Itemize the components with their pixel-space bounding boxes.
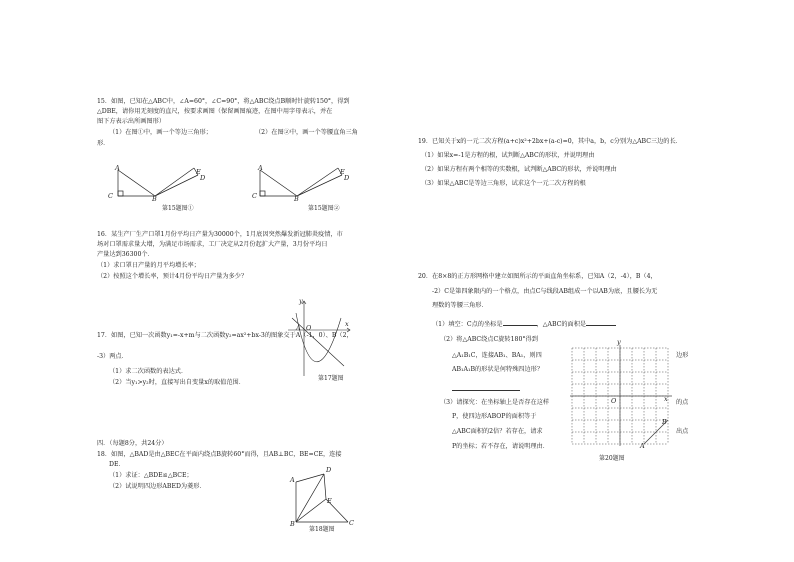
q19-part2: （2）如果方程有两个相等的实数根，试判断△ABC的形状，并说明理由	[421, 166, 617, 173]
fig1-right-angle-mark	[118, 191, 123, 196]
q20-label-y: y	[617, 338, 621, 346]
fig1-segment-ab	[118, 170, 155, 196]
q20-label-x: x	[664, 395, 668, 403]
q20-part1	[432, 319, 616, 329]
q20-coordinate-grid	[568, 344, 672, 450]
q18-line2: DE．	[109, 461, 125, 468]
fig2-label-b: B	[294, 195, 299, 203]
q18-label-e: E	[327, 497, 332, 505]
q18-segment-bd	[296, 474, 324, 522]
fig2-segment-bd	[297, 175, 342, 196]
q20-part3-b: 的点	[676, 399, 689, 406]
fig2-label-c: C	[252, 192, 257, 200]
q20-part3-f: P的坐标；若不存在，请说明理由．	[452, 443, 549, 450]
q20-part3-d: △ABC面积的2倍？若存在，请求	[452, 428, 543, 435]
q15-figure-2	[252, 162, 362, 202]
q17-line2: -3）两点．	[97, 353, 128, 360]
q20-line1: 20．在8×8的正方形网格中建立如图所示的平面直角坐标系，已知A（2，-4），B（4，	[418, 273, 657, 280]
q20-part1-text-b: ，△ABC的面积是	[536, 321, 587, 328]
fig1-segment-be	[155, 168, 194, 196]
fig2-right-angle-mark	[260, 191, 265, 196]
q18-line1: 18．如图，△BAD是由△BEC在平面内绕点B旋转60°而得，且AB⊥BC，BE=CE，连接	[97, 451, 342, 458]
q19-part1: （1）如果x=-1是方程的根，试判断△ABC的形状，并说明理由	[421, 152, 595, 159]
q18-label-c: C	[349, 519, 354, 527]
q20-answer-c-blank[interactable]	[503, 319, 537, 326]
q17-part2: （2）当y₁>y₂时，直接写出自变量x的取值范围．	[109, 379, 245, 386]
fig2-label-e: E	[340, 168, 345, 176]
q16-part2: （2）按照这个增长率，预计4月份平均日产量为多少？	[97, 273, 248, 280]
q16-line3: 产量达到36300个．	[97, 251, 154, 258]
q16-part1: （1）求口罩日产量的月平均增长率；	[97, 262, 200, 269]
q15-line1: 15．如图，已知在△ABC中，∠A=60°，∠C=90°，将△ABC绕点B顺时针旋转150°，得到	[97, 98, 350, 105]
q15-part1: （1）在图①中，画一个等边三角形；	[109, 129, 212, 136]
q17-figure	[286, 298, 356, 378]
q17-label-o: O	[306, 324, 312, 332]
q20-line3: 理数的等腰三角形．	[432, 302, 488, 309]
fig1-label-e: E	[196, 168, 201, 176]
q20-label-a: A	[640, 442, 645, 450]
q20-caption: 第20题图	[599, 455, 625, 462]
fig2-label-a: A	[258, 164, 263, 172]
q17-part1: （1）求二次函数的表达式．	[109, 368, 188, 375]
fig1-label-c: C	[108, 192, 113, 200]
q20-label-b: B	[662, 418, 667, 426]
q17-label-y: y	[299, 297, 303, 305]
q18-caption: 第18题图	[309, 526, 335, 533]
q20-answer-area-blank[interactable]	[586, 319, 616, 326]
q20-line2: -2）C是第四象限内的一个格点，由点C与线段AB组成一个以AB为底，且腰长为无	[432, 288, 658, 295]
q20-part2-c: 边形	[676, 352, 689, 359]
q20-part2-d: AB₁A₁B的形状是何特殊四边形？	[452, 366, 544, 373]
fig1-label-d: D	[200, 174, 206, 182]
q18-label-b: B	[290, 520, 295, 528]
q17-line1: 17．如图，已知一次函数y₁=-x+m与二次函数y₂=ax²+bx-3的图象交于A（-1，0）、B（2，	[97, 332, 353, 339]
q15-figure1-caption: 第15题图①	[162, 205, 194, 212]
q15-line2: △DBE，请你用无刻度的直尺，按要求画图（保留画图痕迹，在图中用字母表示，并在	[97, 108, 333, 115]
q20-part2-a: （2）将△ABC绕点C旋转180°得到	[440, 336, 538, 343]
q17-label-x: x	[345, 320, 349, 328]
q18-label-d: D	[326, 466, 332, 474]
q18-label-a: A	[290, 476, 295, 484]
fig1-label-b: B	[152, 195, 157, 203]
q15-figure-1	[108, 162, 218, 202]
q19-part3: （3）如果△ABC是等边三角形，试求这个一元二次方程的根	[421, 180, 586, 187]
q20-part1-text-a: （1）填空：C点的坐标是	[432, 321, 503, 328]
q15-figure2-caption: 第15题图②	[308, 205, 340, 212]
q18-part1: （1）求证：△BDE≌△BCE；	[109, 472, 193, 479]
q20-part3-e: 出点	[676, 428, 689, 435]
q16-line2: 场对口罩需求量大增，为满足市场需求，工厂决定从2月份起扩大产量，3月份平均日	[97, 241, 328, 248]
q16-line1: 16．某生产厂生产口罩1月份平均日产量为30000个，1月底因突然爆发新冠肺炎疫情，市	[97, 231, 343, 238]
q17-caption: 第17题图	[318, 375, 344, 382]
q20-part2-b: △A₁B₁C，连接AB₁、BA₁，则四	[452, 352, 542, 359]
q20-answer-shape-blank[interactable]	[452, 384, 520, 391]
q18-segment-be	[296, 499, 326, 522]
q18-figure	[288, 472, 358, 530]
q15-part2: （2）在图②中，画一个等腰直角三角	[255, 129, 358, 136]
fig1-label-a: A	[115, 164, 120, 172]
fig2-label-d: D	[344, 174, 350, 182]
q19-line1: 19．已知关于x的一元二次方程(a+c)x²+2bx+(a-c)=0，其中a，b，c分别为△ABC三边的长．	[418, 138, 682, 145]
q18-segment-de	[324, 474, 326, 499]
q18-part2: （2）试说明四边形ABED为菱形．	[109, 483, 206, 490]
q17-parabola	[296, 313, 341, 362]
q15-line3: 图下方表示出所画图形）	[97, 118, 166, 125]
q20-part3-c: P，使四边形ABOP的面积等于	[452, 413, 537, 420]
fig2-segment-be	[297, 168, 338, 196]
fig2-segment-ab	[260, 170, 297, 196]
section-4-title: 四．（每题8分，共24分）	[97, 440, 168, 447]
q15-part2-cont: 形．	[97, 140, 110, 147]
fig1-segment-bd	[155, 175, 198, 196]
q20-label-o: O	[611, 397, 617, 405]
q17-label-a: A	[296, 324, 301, 332]
q20-part3-a: （3）请探究：在坐标轴上是否存在这样	[440, 399, 550, 406]
